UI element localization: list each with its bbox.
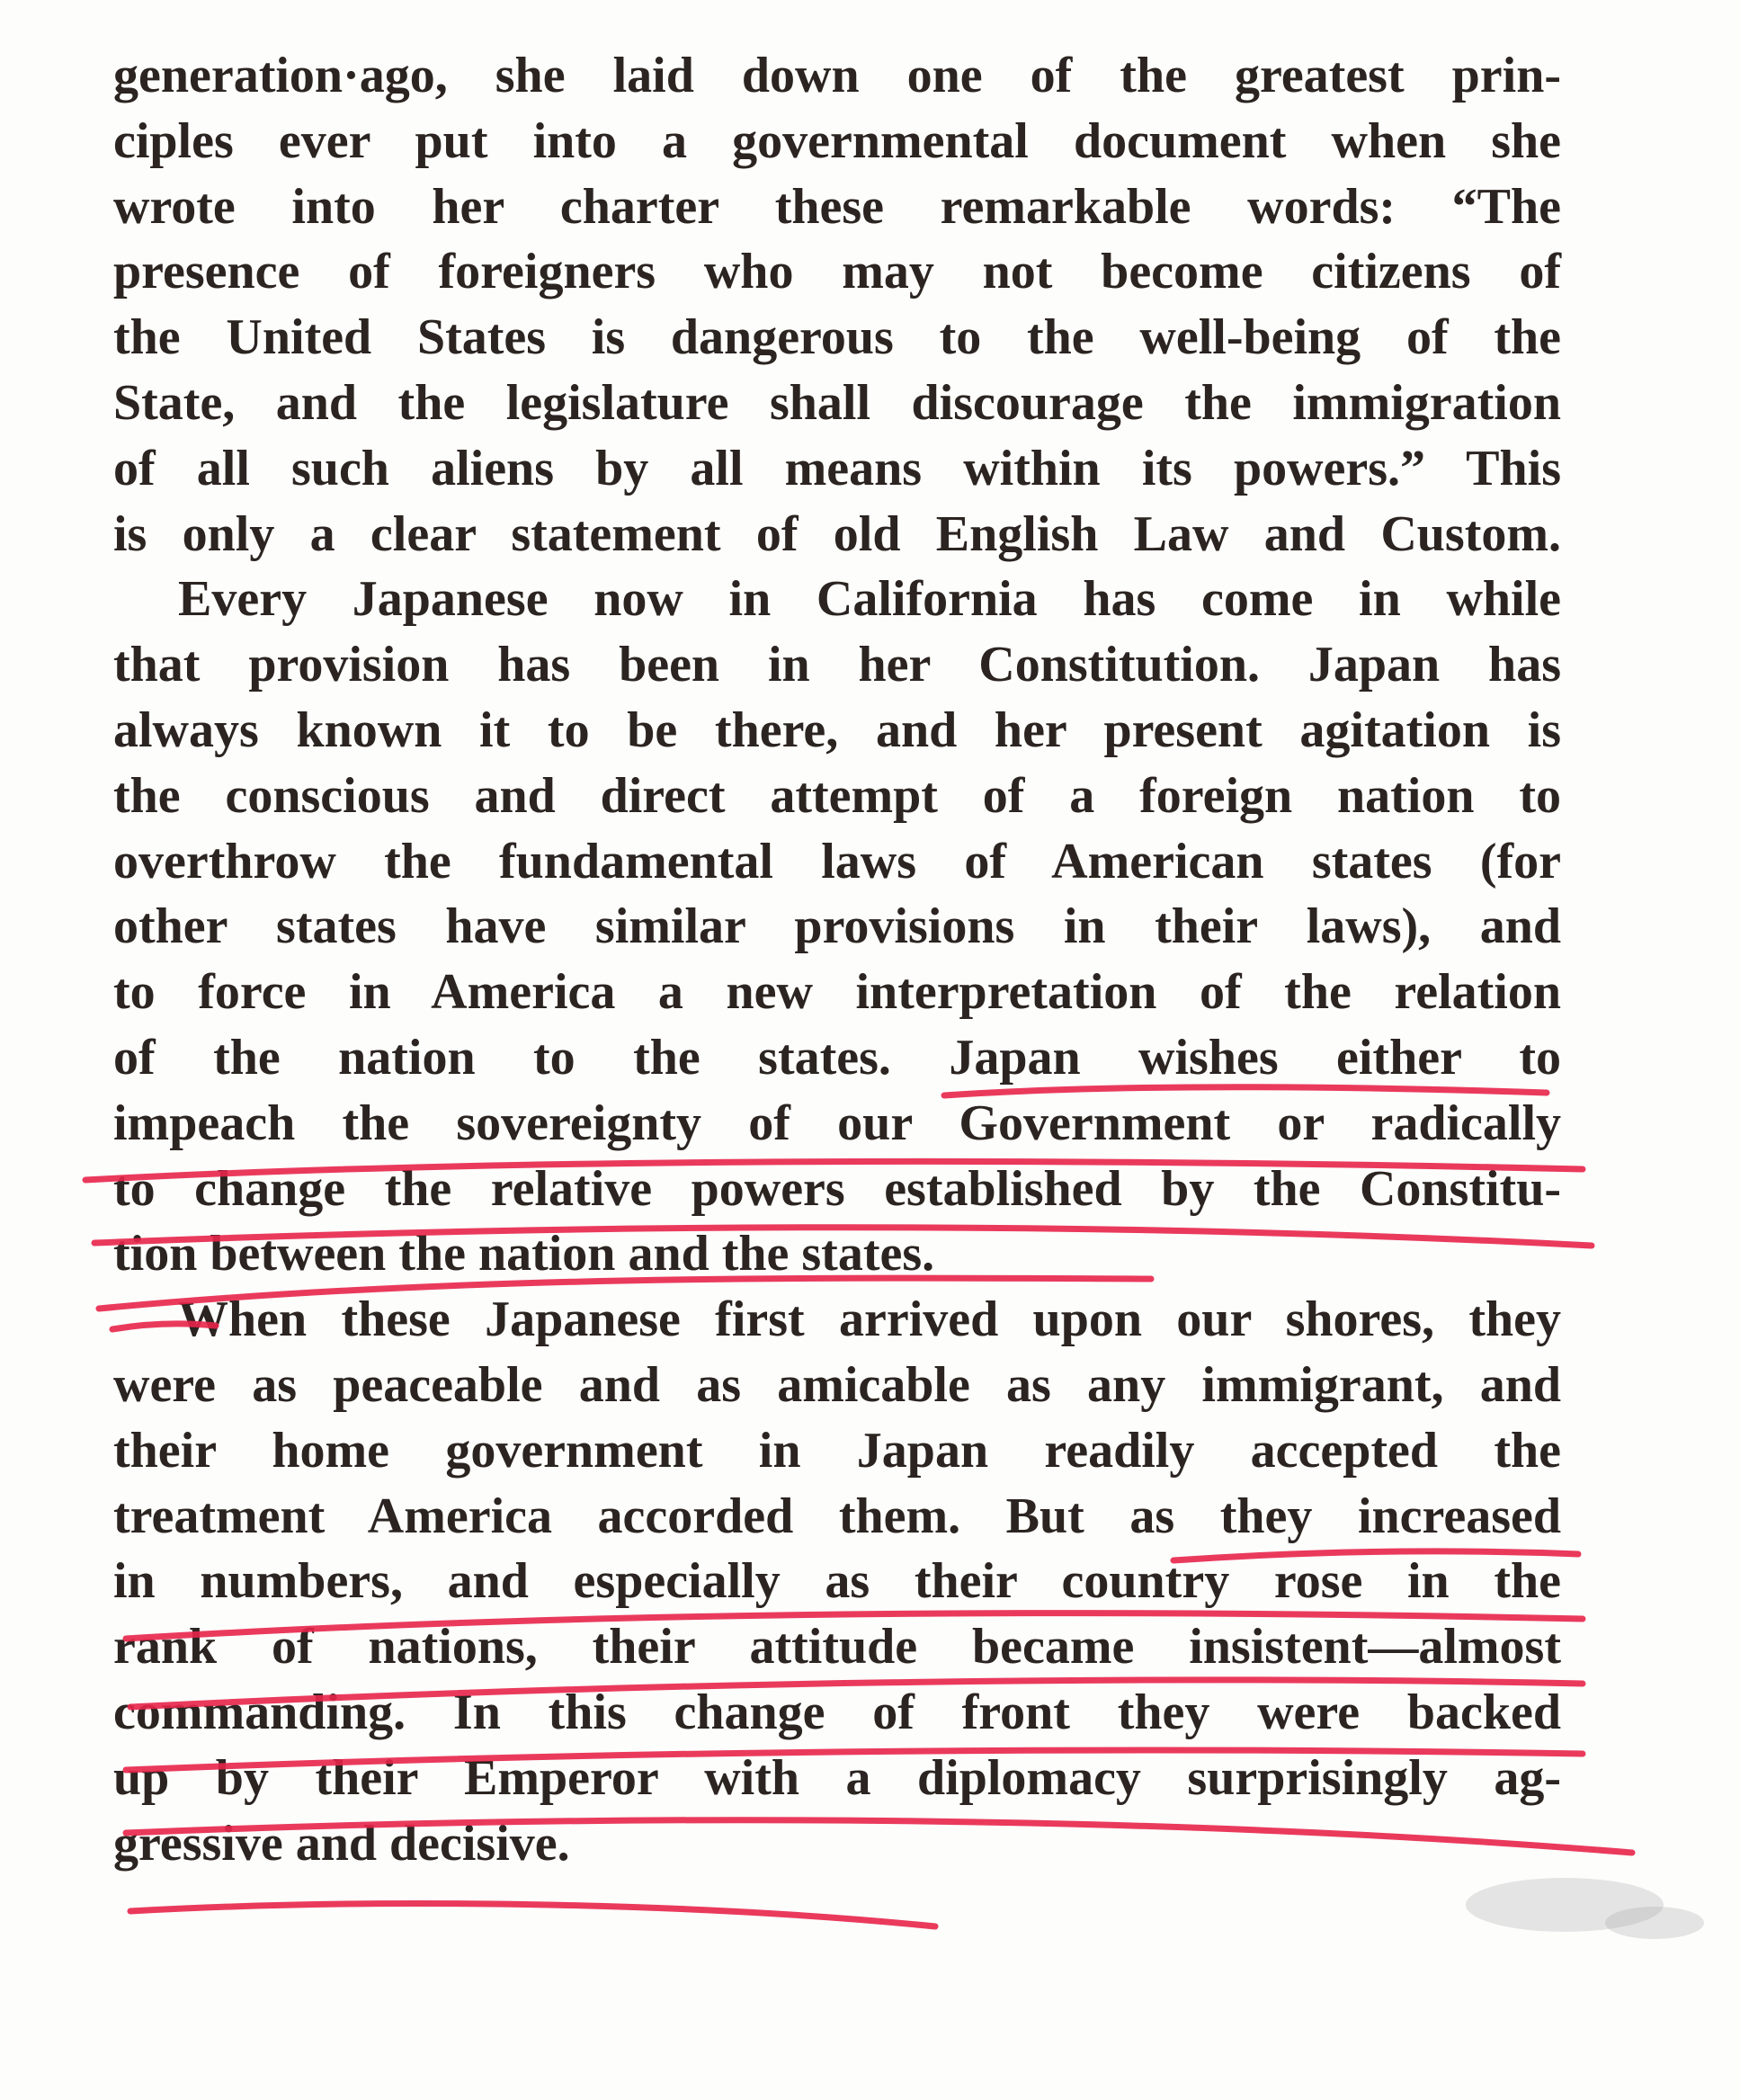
text-line: the conscious and direct attempt of a foreign nation to xyxy=(113,767,1561,824)
text-line: When these Japanese first arrived upon our shores, they xyxy=(178,1291,1561,1348)
body-text xyxy=(113,43,1561,1876)
text-line: generation·ago, she laid down one of the greatest prin- xyxy=(113,48,1561,103)
text-line: is only a clear statement of old English Law and Custom. xyxy=(113,505,1561,562)
text-line: rank of nations, their attitude became insistent—almost xyxy=(113,1619,1561,1676)
text-line: up by their Emperor with a diplomacy surprisingly ag- xyxy=(113,1749,1561,1806)
text-line: wrote into her charter these remarkable words: “The xyxy=(113,178,1561,235)
scan-smudge xyxy=(1605,1907,1704,1939)
text-line: the United States is dangerous to the well-being of the xyxy=(113,309,1561,366)
text-line: were as peaceable and as amicable as any immigrant, and xyxy=(113,1356,1561,1413)
text-line: in numbers, and especially as their country rose in the xyxy=(113,1553,1561,1610)
text-line: gressive and decisive. xyxy=(113,1815,570,1872)
text-line: always known it to be there, and her present agitation is xyxy=(113,701,1561,758)
text-line: presence of foreigners who may not become citizens of xyxy=(113,244,1561,300)
underline-stroke xyxy=(130,1904,935,1926)
text-line: of all such aliens by all means within its powers.” This xyxy=(113,440,1561,496)
text-line: commanding. In this change of front they were backed xyxy=(113,1684,1561,1740)
text-line: impeach the sovereignty of our Government or radically xyxy=(113,1095,1561,1151)
text-line: overthrow the fundamental laws of American states (for xyxy=(113,833,1561,889)
text-line: State, and the legislature shall discourage the immigration xyxy=(113,374,1561,431)
text-line: to force in America a new interpretation of the relation xyxy=(113,964,1561,1021)
text-line: ciples ever put into a governmental document when she xyxy=(113,112,1561,169)
text-line: Every Japanese now in California has come in while xyxy=(178,571,1561,628)
text-line: tion between the nation and the states. xyxy=(113,1226,935,1282)
text-line: other states have similar provisions in their laws), and xyxy=(113,898,1561,955)
text-line: to change the relative powers established by the Constitu- xyxy=(113,1160,1561,1217)
scan-smudge xyxy=(1466,1878,1664,1932)
text-line: of the nation to the states. Japan wishes either to xyxy=(113,1029,1561,1086)
text-line: their home government in Japan readily accepted the xyxy=(113,1422,1561,1479)
text-line: treatment America accorded them. But as they increased xyxy=(113,1488,1561,1544)
text-line: that provision has been in her Constitution. Japan has xyxy=(113,637,1561,693)
